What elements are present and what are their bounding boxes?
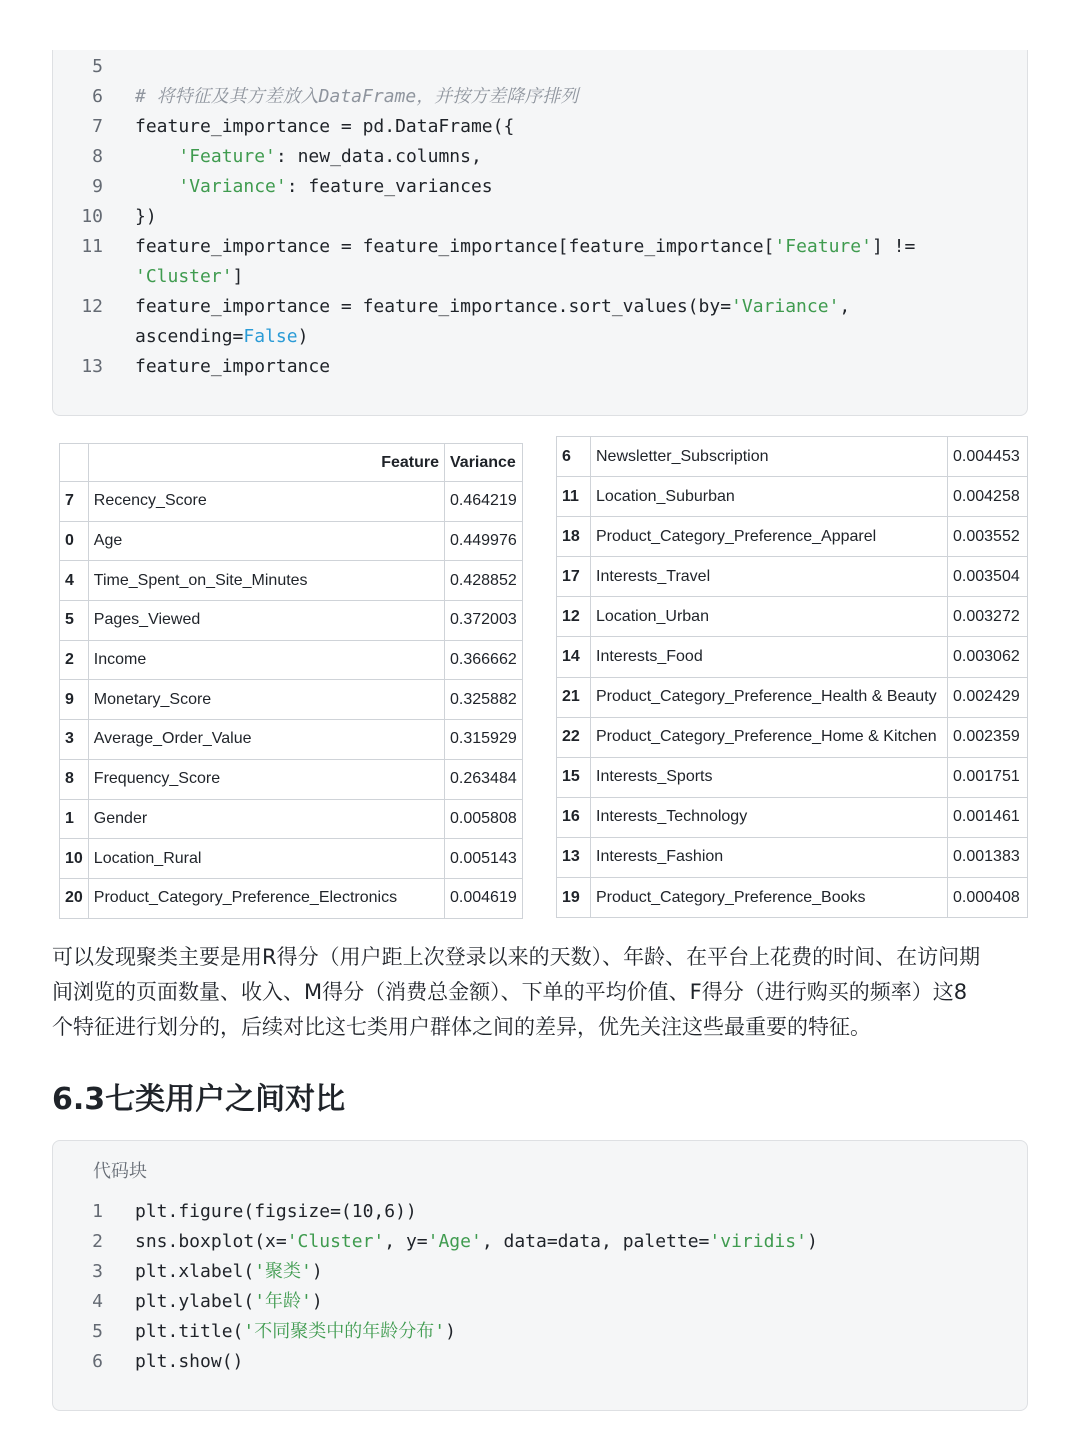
feature-cell: Product_Category_Preference_Books xyxy=(591,878,948,918)
variance-cell: 0.000408 xyxy=(948,878,1028,918)
row-index: 15 xyxy=(557,757,591,797)
table-row xyxy=(557,677,1028,717)
table-row xyxy=(60,759,523,799)
code-token: feature_importance = feature_importance[feature_importance[ xyxy=(135,236,775,257)
code-text xyxy=(135,82,578,112)
row-index: 10 xyxy=(60,839,89,879)
line-number: 13 xyxy=(81,356,103,377)
code-text xyxy=(135,1257,323,1287)
variance-cell: 0.004258 xyxy=(948,477,1028,517)
code-string: 'Cluster' xyxy=(286,1231,385,1252)
code-line xyxy=(53,352,1027,382)
feature-cell: Location_Urban xyxy=(591,597,948,637)
feature-cell: Interests_Travel xyxy=(591,557,948,597)
code-string: 'Variance' xyxy=(178,176,287,197)
variance-cell: 0.003504 xyxy=(948,557,1028,597)
variance-cell: 0.001383 xyxy=(948,837,1028,877)
code-token: , data=data, palette= xyxy=(481,1231,710,1252)
feature-cell: Frequency_Score xyxy=(88,759,444,799)
paragraph-line: 个特征进行划分的，后续对比这七类用户群体之间的差异，优先关注这些最重要的特征。 xyxy=(52,1015,871,1039)
code-token: plt.ylabel( xyxy=(135,1291,255,1312)
code-token: ) xyxy=(445,1321,456,1342)
variance-cell: 0.001461 xyxy=(948,797,1028,837)
variance-cell: 0.325882 xyxy=(445,680,523,720)
code-line xyxy=(53,1257,1027,1287)
code-block-title: 代码块 xyxy=(93,1161,147,1182)
feature-cell: Monetary_Score xyxy=(88,680,444,720)
variance-cell: 0.263484 xyxy=(445,759,523,799)
row-index: 3 xyxy=(60,720,89,760)
code-line xyxy=(53,1197,1027,1227)
code-token: , y= xyxy=(384,1231,428,1252)
code-keyword: False xyxy=(243,326,298,347)
row-index: 22 xyxy=(557,717,591,757)
variance-cell: 0.449976 xyxy=(445,521,523,561)
table-row xyxy=(557,837,1028,877)
line-number: 12 xyxy=(81,296,103,317)
analysis-paragraph xyxy=(52,940,1042,1045)
line-number: 6 xyxy=(92,86,103,107)
paragraph-line: 可以发现聚类主要是用R得分（用户距上次登录以来的天数）、年龄、在平台上花费的时间、在访问期 xyxy=(52,945,981,969)
variance-cell: 0.005143 xyxy=(445,839,523,879)
code-block-feature-importance xyxy=(52,50,1028,416)
code-text xyxy=(135,322,308,352)
row-index: 16 xyxy=(557,797,591,837)
variance-cell: 0.004619 xyxy=(445,878,523,918)
code-line xyxy=(53,322,1027,352)
feature-cell: Income xyxy=(88,640,444,680)
table-row xyxy=(557,597,1028,637)
variance-cell: 0.003062 xyxy=(948,637,1028,677)
feature-header: Feature xyxy=(88,444,444,482)
code-string: 'Cluster' xyxy=(135,266,233,287)
code-string: 'Feature' xyxy=(774,236,872,257)
variance-cell: 0.428852 xyxy=(445,561,523,601)
code-line xyxy=(53,262,1027,292)
row-index: 11 xyxy=(557,477,591,517)
code-line xyxy=(53,142,1027,172)
code-line xyxy=(53,1347,1027,1377)
code-text xyxy=(135,1287,323,1317)
table-row xyxy=(557,757,1028,797)
feature-cell: Gender xyxy=(88,799,444,839)
row-index: 9 xyxy=(60,680,89,720)
feature-cell: Average_Order_Value xyxy=(88,720,444,760)
row-index: 12 xyxy=(557,597,591,637)
variance-cell: 0.002359 xyxy=(948,717,1028,757)
feature-cell: Location_Rural xyxy=(88,839,444,879)
row-index: 7 xyxy=(60,482,89,522)
feature-cell: Recency_Score xyxy=(88,482,444,522)
variance-header: Variance xyxy=(445,444,523,482)
row-index: 5 xyxy=(60,601,89,641)
code-line xyxy=(53,292,1027,322)
code-token: }) xyxy=(135,206,157,227)
variance-cell: 0.315929 xyxy=(445,720,523,760)
code-token: ] xyxy=(232,266,244,287)
line-number: 6 xyxy=(92,1351,103,1372)
code-token: plt.show() xyxy=(135,1351,244,1372)
variance-cell: 0.005808 xyxy=(445,799,523,839)
code-string: 'Feature' xyxy=(178,146,276,167)
feature-variance-table-right xyxy=(556,436,1028,918)
table-row xyxy=(60,482,523,522)
variance-cell: 0.372003 xyxy=(445,601,523,641)
code-text xyxy=(135,1197,417,1227)
row-index: 20 xyxy=(60,878,89,918)
feature-variance-table-left xyxy=(59,443,523,919)
code-token: feature_importance xyxy=(135,356,331,377)
row-index: 21 xyxy=(557,677,591,717)
code-block-boxplot xyxy=(52,1140,1028,1411)
feature-cell: Product_Category_Preference_Electronics xyxy=(88,878,444,918)
code-text xyxy=(135,1347,243,1377)
code-text xyxy=(135,1227,818,1257)
table-row xyxy=(60,521,523,561)
line-number: 5 xyxy=(92,56,103,77)
table-row xyxy=(557,437,1028,477)
table-row xyxy=(60,680,523,720)
feature-cell: Pages_Viewed xyxy=(88,601,444,641)
table-row xyxy=(557,878,1028,918)
row-index: 0 xyxy=(60,521,89,561)
code-token: ) xyxy=(311,1261,323,1282)
section-heading: 6.3七类用户之间对比 xyxy=(52,1082,346,1117)
code-line xyxy=(53,1317,1027,1347)
feature-cell: Product_Category_Preference_Apparel xyxy=(591,517,948,557)
code-string: 'Variance' xyxy=(731,296,840,317)
code-token: ) xyxy=(806,1231,818,1252)
table-row xyxy=(60,640,523,680)
code-token: feature_importance = feature_importance.sort_values(by= xyxy=(135,296,732,317)
line-number: 1 xyxy=(92,1201,103,1222)
code-text xyxy=(135,232,915,262)
feature-cell: Location_Suburban xyxy=(591,477,948,517)
code-string: 'Age' xyxy=(427,1231,482,1252)
table-row xyxy=(60,561,523,601)
code-text xyxy=(135,112,514,142)
code-line xyxy=(53,112,1027,142)
table-row xyxy=(60,799,523,839)
line-number: 10 xyxy=(81,206,103,227)
code-token: : new_data.columns, xyxy=(275,146,482,167)
code-token: , xyxy=(839,296,851,317)
code-line xyxy=(53,82,1027,112)
row-index: 17 xyxy=(557,557,591,597)
code-text xyxy=(135,292,850,322)
line-number: 4 xyxy=(92,1291,103,1312)
code-token: sns.boxplot(x= xyxy=(135,1231,287,1252)
code-string: '不同聚类中的年龄分布' xyxy=(243,1321,446,1342)
code-token xyxy=(135,146,178,167)
table-header-row xyxy=(60,444,523,482)
index-header xyxy=(60,444,89,482)
code-line xyxy=(53,1287,1027,1317)
feature-cell: Product_Category_Preference_Home & Kitchen xyxy=(591,717,948,757)
feature-cell: Newsletter_Subscription xyxy=(591,437,948,477)
code-line xyxy=(53,52,1027,82)
code-token: : feature_variances xyxy=(286,176,493,197)
row-index: 18 xyxy=(557,517,591,557)
row-index: 1 xyxy=(60,799,89,839)
table-row xyxy=(557,557,1028,597)
code-token: ) xyxy=(297,326,309,347)
feature-cell: Interests_Food xyxy=(591,637,948,677)
code-text xyxy=(135,202,157,232)
code-token xyxy=(135,176,178,197)
row-index: 2 xyxy=(60,640,89,680)
line-number: 9 xyxy=(92,176,103,197)
table-row xyxy=(557,717,1028,757)
row-index: 8 xyxy=(60,759,89,799)
code-text xyxy=(135,172,493,202)
code-text xyxy=(135,142,482,172)
code-text xyxy=(135,1317,456,1347)
variance-cell: 0.464219 xyxy=(445,482,523,522)
variance-cell: 0.003272 xyxy=(948,597,1028,637)
table-row xyxy=(60,720,523,760)
variance-cell: 0.003552 xyxy=(948,517,1028,557)
line-number: 5 xyxy=(92,1321,103,1342)
feature-cell: Age xyxy=(88,521,444,561)
table-row xyxy=(557,477,1028,517)
variance-cell: 0.001751 xyxy=(948,757,1028,797)
feature-cell: Interests_Technology xyxy=(591,797,948,837)
row-index: 4 xyxy=(60,561,89,601)
code-token: plt.title( xyxy=(135,1321,244,1342)
feature-cell: Time_Spent_on_Site_Minutes xyxy=(88,561,444,601)
paragraph-line: 间浏览的页面数量、收入、M得分（消费总金额）、下单的平均价值、F得分（进行购买的频率）这8 xyxy=(52,980,968,1004)
code-comment: # 将特征及其方差放入DataFrame，并按方差降序排列 xyxy=(135,86,579,107)
table-row xyxy=(60,878,523,918)
line-number: 7 xyxy=(92,116,103,137)
code-token: ] != xyxy=(871,236,916,257)
code-token: ascending= xyxy=(135,326,244,347)
code-line xyxy=(53,202,1027,232)
code-line xyxy=(53,232,1027,262)
table-row xyxy=(557,637,1028,677)
code-line xyxy=(53,172,1027,202)
line-number: 3 xyxy=(92,1261,103,1282)
code-string: '年龄' xyxy=(254,1291,312,1312)
code-token: plt.xlabel( xyxy=(135,1261,255,1282)
variance-cell: 0.002429 xyxy=(948,677,1028,717)
line-number: 8 xyxy=(92,146,103,167)
row-index: 14 xyxy=(557,637,591,677)
feature-cell: Interests_Fashion xyxy=(591,837,948,877)
code-text xyxy=(135,262,243,292)
table-row xyxy=(60,839,523,879)
code-line xyxy=(53,1227,1027,1257)
line-number: 11 xyxy=(81,236,103,257)
code-string: 'viridis' xyxy=(709,1231,807,1252)
row-index: 19 xyxy=(557,878,591,918)
code-string: '聚类' xyxy=(254,1261,312,1282)
row-index: 13 xyxy=(557,837,591,877)
row-index: 6 xyxy=(557,437,591,477)
variance-cell: 0.004453 xyxy=(948,437,1028,477)
table-row xyxy=(557,517,1028,557)
table-row xyxy=(557,797,1028,837)
variance-cell: 0.366662 xyxy=(445,640,523,680)
table-row xyxy=(60,601,523,641)
code-text xyxy=(135,352,330,382)
feature-cell: Interests_Sports xyxy=(591,757,948,797)
code-token: ) xyxy=(311,1291,323,1312)
feature-cell: Product_Category_Preference_Health & Beauty xyxy=(591,677,948,717)
code-token: plt.figure(figsize=(10,6)) xyxy=(135,1201,417,1222)
line-number: 2 xyxy=(92,1231,103,1252)
code-token: feature_importance = pd.DataFrame({ xyxy=(135,116,515,137)
